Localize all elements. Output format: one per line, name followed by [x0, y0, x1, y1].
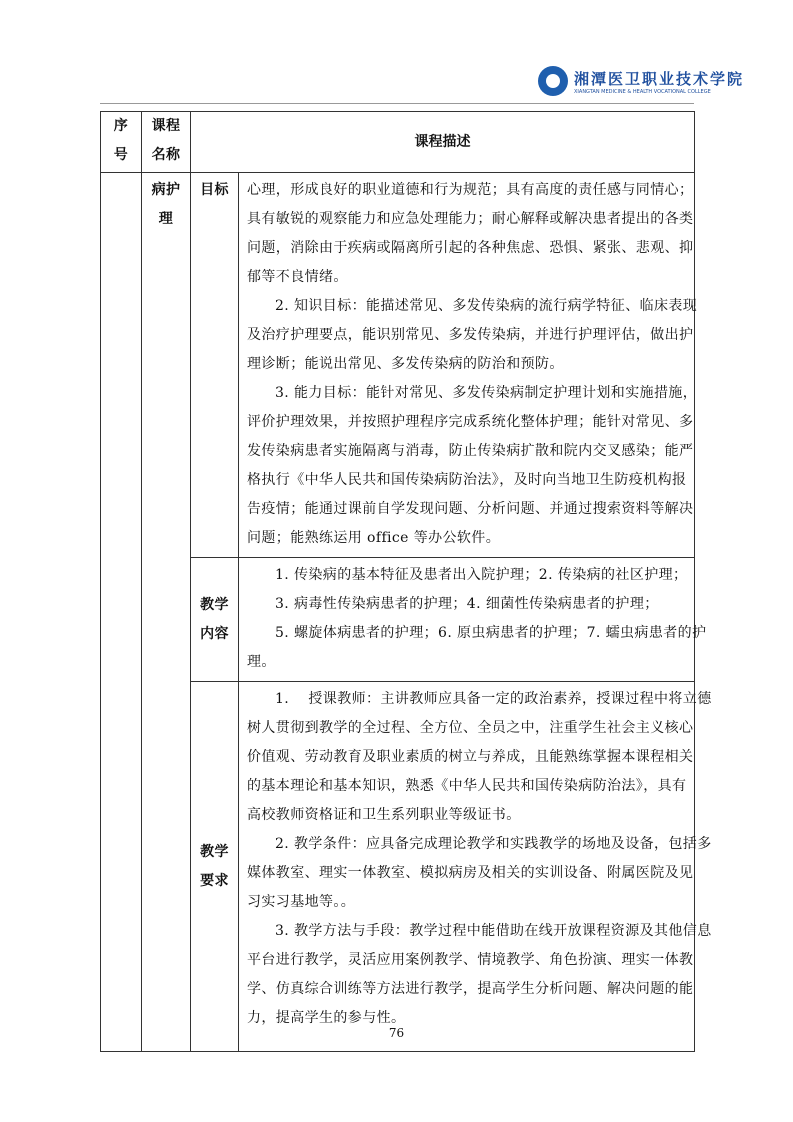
- table-row-objectives: [101, 173, 695, 558]
- college-seal-icon: [538, 66, 568, 96]
- text-line: 2. 知识目标：能描述常见、多发传染病的流行病学特征、临床表现: [275, 298, 698, 314]
- text-line: 习实习基地等。。: [247, 894, 356, 910]
- header-desc: 课程描述: [191, 112, 695, 173]
- row-label: [191, 173, 239, 558]
- row-description: [239, 682, 712, 1052]
- text-line: 及治疗护理要点，能识别常见、多发传染病，并进行护理评估，做出护: [247, 327, 694, 343]
- course-table: [100, 111, 712, 1052]
- text-line: 问题；能熟练运用 office 等办公软件。: [247, 530, 501, 546]
- text-line: 告疫情；能通过课前自学发现问题、分析问题、并通过搜索资料等解决: [247, 501, 694, 517]
- text-line: 理。: [247, 654, 276, 670]
- text-line: 格执行《中华人民共和国传染病防治法》，及时向当地卫生防疫机构报: [247, 472, 687, 488]
- table-row-content: [101, 558, 695, 682]
- text-line: 5. 螺旋体病患者的护理；6. 原虫病患者的护理；7. 蠕虫病患者的护: [275, 625, 707, 641]
- text-line: 平台进行教学，灵活应用案例教学、情境教学、角色扮演、理实一体教: [247, 952, 694, 968]
- cell-course-name: 病护 理: [142, 173, 191, 1052]
- paragraph: [247, 619, 707, 677]
- text-line: 3. 病毒性传染病患者的护理；4. 细菌性传染病患者的护理；: [275, 596, 659, 612]
- paragraph: [247, 561, 686, 590]
- row-label: [191, 558, 239, 682]
- text-line: 心理，形成良好的职业道德和行为规范；具有高度的责任感与同情心；: [247, 182, 694, 198]
- header-no: 序 号: [101, 112, 142, 173]
- text-line: 2. 教学条件：应具备完成理论教学和实践教学的场地及设备，包括多: [275, 836, 712, 852]
- table-header-row: [101, 112, 695, 173]
- row-label-text: 目标: [200, 182, 229, 198]
- text-line: 理诊断；能说出常见、多发传染病的防治和预防。: [247, 356, 564, 372]
- paragraph: [247, 590, 686, 619]
- text-line: 郁等不良情绪。: [247, 269, 348, 285]
- paragraph: [247, 830, 712, 917]
- paragraph: [247, 176, 694, 292]
- paragraph: [247, 917, 712, 1033]
- text-line: 的基本理论和基本知识，熟悉《中华人民共和国传染病防治法》，具有: [247, 778, 687, 794]
- row-description: [239, 173, 698, 558]
- cell-no: [101, 173, 142, 1052]
- row-label-text: 要求: [200, 872, 229, 889]
- text-line: 3. 教学方法与手段：教学过程中能借助在线开放课程资源及其他信息: [275, 923, 712, 939]
- page-number: 76: [388, 1026, 405, 1040]
- text-line: 力，提高学生的参与性。: [247, 1010, 406, 1026]
- paragraph: [247, 292, 698, 379]
- text-line: 具有敏锐的观察能力和应急处理能力；耐心解释或解决患者提出的各类: [247, 211, 694, 227]
- text-line: 3. 能力目标：能针对常见、多发传染病制定护理计划和实施措施，: [275, 385, 698, 401]
- text-line: 1. 授课教师：主讲教师应具备一定的政治素养，授课过程中将立德: [275, 691, 712, 707]
- text-line: 价值观、劳动教育及职业素质的树立与养成，且能熟练掌握本课程相关: [247, 749, 694, 765]
- text-line: 媒体教室、理实一体教室、模拟病房及相关的实训设备、附属医院及见: [247, 865, 694, 881]
- text-line: 1. 传染病的基本特征及患者出入院护理；2. 传染病的社区护理；: [275, 567, 688, 583]
- text-line: 评价护理效果，并按照护理程序完成系统化整体护理；能针对常见、多: [247, 414, 694, 430]
- college-logo: [538, 66, 744, 96]
- table-row-requirements: [101, 682, 695, 1052]
- logo-chinese-name: 湘潭医卫职业技术学院: [574, 69, 745, 88]
- row-label-text: 内容: [200, 625, 229, 642]
- text-line: 树人贯彻到教学的全过程、全方位、全员之中，注重学生社会主义核心: [247, 720, 694, 736]
- header-rule: [100, 103, 694, 104]
- header-name: 课程 名称: [142, 112, 191, 173]
- row-label-text: 教学: [200, 596, 229, 613]
- text-line: 高校教师资格证和卫生系列职业等级证书。: [247, 807, 521, 823]
- paragraph: [247, 379, 698, 553]
- text-line: 问题，消除由于疾病或隔离所引起的各种焦虑、恐惧、紧张、悲观、抑: [247, 240, 694, 256]
- logo-english-name: XIANGTAN MEDICINE & HEALTH VOCATIONAL COLLEGE: [574, 88, 711, 95]
- paragraph: [247, 685, 712, 830]
- row-description: [239, 558, 707, 682]
- row-label: [191, 682, 239, 1052]
- row-label-text: 教学: [200, 843, 229, 860]
- text-line: 发传染病患者实施隔离与消毒，防止传染病扩散和院内交叉感染；能严: [247, 443, 694, 459]
- text-line: 学、仿真综合训练等方法进行教学，提高学生分析问题、解决问题的能: [247, 981, 694, 997]
